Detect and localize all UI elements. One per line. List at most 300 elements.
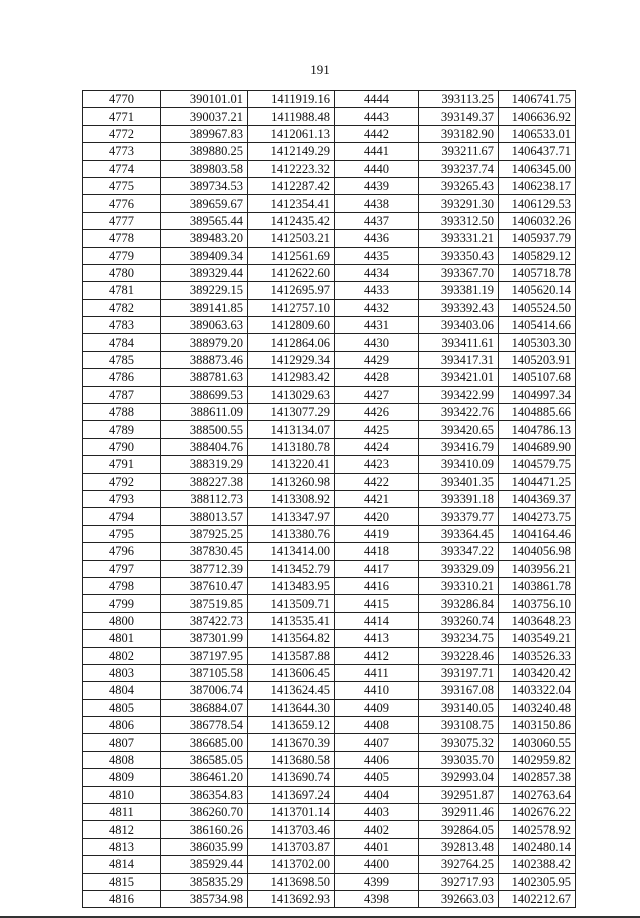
y-coordinate-left: 1413347.97 — [248, 508, 335, 525]
point-number-left: 4785 — [83, 351, 161, 368]
x-coordinate-left: 386354.83 — [161, 786, 248, 803]
point-number-left: 4799 — [83, 595, 161, 612]
point-number-right: 4431 — [335, 317, 419, 334]
y-coordinate-right: 1403060.55 — [499, 734, 576, 751]
x-coordinate-right: 393286.84 — [419, 595, 499, 612]
y-coordinate-right: 1404689.90 — [499, 438, 576, 455]
table-row — [83, 508, 576, 525]
point-number-right: 4440 — [335, 160, 419, 177]
point-number-right: 4424 — [335, 438, 419, 455]
x-coordinate-left: 388013.57 — [161, 508, 248, 525]
y-coordinate-right: 1404997.34 — [499, 386, 576, 403]
y-coordinate-right: 1404369.37 — [499, 490, 576, 507]
coordinates-table-body — [83, 91, 576, 908]
table-row — [83, 247, 576, 264]
y-coordinate-right: 1403956.21 — [499, 560, 576, 577]
point-number-left: 4800 — [83, 612, 161, 629]
y-coordinate-left: 1413703.46 — [248, 821, 335, 838]
point-number-right: 4409 — [335, 699, 419, 716]
y-coordinate-right: 1403549.21 — [499, 630, 576, 647]
point-number-left: 4779 — [83, 247, 161, 264]
point-number-left: 4783 — [83, 317, 161, 334]
table-row — [83, 473, 576, 490]
x-coordinate-left: 386160.26 — [161, 821, 248, 838]
point-number-right: 4418 — [335, 543, 419, 560]
point-number-left: 4786 — [83, 369, 161, 386]
x-coordinate-right: 393113.25 — [419, 91, 499, 108]
point-number-left: 4813 — [83, 838, 161, 855]
point-number-right: 4425 — [335, 421, 419, 438]
point-number-left: 4787 — [83, 386, 161, 403]
x-coordinate-left: 390101.01 — [161, 91, 248, 108]
point-number-left: 4812 — [83, 821, 161, 838]
x-coordinate-right: 393350.43 — [419, 247, 499, 264]
x-coordinate-right: 392813.48 — [419, 838, 499, 855]
x-coordinate-right: 392864.05 — [419, 821, 499, 838]
table-row — [83, 664, 576, 681]
point-number-left: 4774 — [83, 160, 161, 177]
point-number-right: 4408 — [335, 717, 419, 734]
table-row — [83, 543, 576, 560]
table-row — [83, 282, 576, 299]
y-coordinate-right: 1403150.86 — [499, 717, 576, 734]
x-coordinate-right: 393108.75 — [419, 717, 499, 734]
table-row — [83, 456, 576, 473]
point-number-left: 4781 — [83, 282, 161, 299]
table-row — [83, 647, 576, 664]
y-coordinate-left: 1413308.92 — [248, 490, 335, 507]
y-coordinate-right: 1405107.68 — [499, 369, 576, 386]
y-coordinate-left: 1413260.98 — [248, 473, 335, 490]
y-coordinate-left: 1411988.48 — [248, 108, 335, 125]
table-row — [83, 264, 576, 281]
x-coordinate-right: 393391.18 — [419, 490, 499, 507]
point-number-left: 4780 — [83, 264, 161, 281]
x-coordinate-left: 388112.73 — [161, 490, 248, 507]
point-number-left: 4798 — [83, 577, 161, 594]
x-coordinate-left: 389063.63 — [161, 317, 248, 334]
y-coordinate-left: 1413220.41 — [248, 456, 335, 473]
y-coordinate-right: 1403420.42 — [499, 664, 576, 681]
y-coordinate-left: 1413077.29 — [248, 404, 335, 421]
coordinates-table — [82, 90, 576, 908]
x-coordinate-right: 393367.70 — [419, 264, 499, 281]
table-row — [83, 890, 576, 907]
x-coordinate-left: 389141.85 — [161, 299, 248, 316]
y-coordinate-right: 1406533.01 — [499, 125, 576, 142]
x-coordinate-left: 389659.67 — [161, 195, 248, 212]
table-row — [83, 769, 576, 786]
y-coordinate-right: 1402480.14 — [499, 838, 576, 855]
x-coordinate-left: 388873.46 — [161, 351, 248, 368]
y-coordinate-right: 1406636.92 — [499, 108, 576, 125]
y-coordinate-right: 1404273.75 — [499, 508, 576, 525]
point-number-left: 4811 — [83, 804, 161, 821]
x-coordinate-left: 387610.47 — [161, 577, 248, 594]
x-coordinate-left: 389880.25 — [161, 143, 248, 160]
point-number-right: 4442 — [335, 125, 419, 142]
y-coordinate-right: 1402388.42 — [499, 856, 576, 873]
x-coordinate-left: 386585.05 — [161, 751, 248, 768]
y-coordinate-right: 1406238.17 — [499, 177, 576, 194]
y-coordinate-right: 1404056.98 — [499, 543, 576, 560]
point-number-right: 4441 — [335, 143, 419, 160]
y-coordinate-left: 1412435.42 — [248, 212, 335, 229]
y-coordinate-left: 1413564.82 — [248, 630, 335, 647]
y-coordinate-right: 1405829.12 — [499, 247, 576, 264]
y-coordinate-left: 1413670.39 — [248, 734, 335, 751]
point-number-left: 4777 — [83, 212, 161, 229]
y-coordinate-right: 1405524.50 — [499, 299, 576, 316]
table-row — [83, 351, 576, 368]
y-coordinate-right: 1403240.48 — [499, 699, 576, 716]
point-number-right: 4414 — [335, 612, 419, 629]
table-row — [83, 125, 576, 142]
x-coordinate-left: 387197.95 — [161, 647, 248, 664]
point-number-right: 4422 — [335, 473, 419, 490]
y-coordinate-right: 1406345.00 — [499, 160, 576, 177]
point-number-right: 4405 — [335, 769, 419, 786]
point-number-left: 4801 — [83, 630, 161, 647]
x-coordinate-left: 388319.29 — [161, 456, 248, 473]
x-coordinate-left: 389565.44 — [161, 212, 248, 229]
y-coordinate-right: 1404579.75 — [499, 456, 576, 473]
point-number-left: 4802 — [83, 647, 161, 664]
y-coordinate-right: 1404471.25 — [499, 473, 576, 490]
table-row — [83, 751, 576, 768]
x-coordinate-right: 393403.06 — [419, 317, 499, 334]
point-number-right: 4415 — [335, 595, 419, 612]
table-row — [83, 612, 576, 629]
x-coordinate-left: 385835.29 — [161, 873, 248, 890]
x-coordinate-right: 393329.09 — [419, 560, 499, 577]
x-coordinate-right: 392951.87 — [419, 786, 499, 803]
x-coordinate-right: 393237.74 — [419, 160, 499, 177]
point-number-left: 4816 — [83, 890, 161, 907]
x-coordinate-left: 389803.58 — [161, 160, 248, 177]
table-row — [83, 212, 576, 229]
point-number-left: 4784 — [83, 334, 161, 351]
y-coordinate-right: 1402578.92 — [499, 821, 576, 838]
x-coordinate-left: 386884.07 — [161, 699, 248, 716]
table-row — [83, 490, 576, 507]
y-coordinate-left: 1412503.21 — [248, 230, 335, 247]
table-row — [83, 630, 576, 647]
table-row — [83, 421, 576, 438]
point-number-right: 4399 — [335, 873, 419, 890]
point-number-right: 4406 — [335, 751, 419, 768]
x-coordinate-left: 389483.20 — [161, 230, 248, 247]
point-number-right: 4437 — [335, 212, 419, 229]
y-coordinate-right: 1406437.71 — [499, 143, 576, 160]
y-coordinate-right: 1403861.78 — [499, 577, 576, 594]
x-coordinate-right: 393420.65 — [419, 421, 499, 438]
y-coordinate-left: 1413702.00 — [248, 856, 335, 873]
point-number-right: 4416 — [335, 577, 419, 594]
y-coordinate-right: 1405718.78 — [499, 264, 576, 281]
x-coordinate-left: 385734.98 — [161, 890, 248, 907]
y-coordinate-left: 1413509.71 — [248, 595, 335, 612]
point-number-left: 4782 — [83, 299, 161, 316]
x-coordinate-right: 393312.50 — [419, 212, 499, 229]
x-coordinate-left: 389409.34 — [161, 247, 248, 264]
x-coordinate-right: 393167.08 — [419, 682, 499, 699]
x-coordinate-left: 386778.54 — [161, 717, 248, 734]
x-coordinate-right: 393075.32 — [419, 734, 499, 751]
point-number-left: 4771 — [83, 108, 161, 125]
y-coordinate-right: 1405303.30 — [499, 334, 576, 351]
page-number: 191 — [310, 62, 330, 77]
table-row — [83, 804, 576, 821]
x-coordinate-left: 389229.15 — [161, 282, 248, 299]
x-coordinate-left: 390037.21 — [161, 108, 248, 125]
point-number-right: 4411 — [335, 664, 419, 681]
x-coordinate-left: 386260.70 — [161, 804, 248, 821]
x-coordinate-right: 393411.61 — [419, 334, 499, 351]
y-coordinate-left: 1412149.29 — [248, 143, 335, 160]
x-coordinate-left: 388781.63 — [161, 369, 248, 386]
x-coordinate-right: 393140.05 — [419, 699, 499, 716]
y-coordinate-right: 1405203.91 — [499, 351, 576, 368]
point-number-right: 4413 — [335, 630, 419, 647]
point-number-left: 4793 — [83, 490, 161, 507]
y-coordinate-left: 1412561.69 — [248, 247, 335, 264]
point-number-left: 4804 — [83, 682, 161, 699]
x-coordinate-left: 388227.38 — [161, 473, 248, 490]
point-number-left: 4806 — [83, 717, 161, 734]
table-row — [83, 734, 576, 751]
y-coordinate-left: 1413624.45 — [248, 682, 335, 699]
y-coordinate-left: 1413380.76 — [248, 525, 335, 542]
x-coordinate-left: 388404.76 — [161, 438, 248, 455]
point-number-left: 4792 — [83, 473, 161, 490]
y-coordinate-right: 1404164.46 — [499, 525, 576, 542]
x-coordinate-right: 393331.21 — [419, 230, 499, 247]
x-coordinate-right: 393421.01 — [419, 369, 499, 386]
point-number-left: 4772 — [83, 125, 161, 142]
table-row — [83, 404, 576, 421]
point-number-left: 4810 — [83, 786, 161, 803]
x-coordinate-right: 393410.09 — [419, 456, 499, 473]
y-coordinate-right: 1406129.53 — [499, 195, 576, 212]
x-coordinate-left: 388699.53 — [161, 386, 248, 403]
point-number-left: 4789 — [83, 421, 161, 438]
point-number-left: 4809 — [83, 769, 161, 786]
x-coordinate-left: 385929.44 — [161, 856, 248, 873]
table-row — [83, 873, 576, 890]
x-coordinate-right: 393197.71 — [419, 664, 499, 681]
table-row — [83, 91, 576, 108]
x-coordinate-right: 393417.31 — [419, 351, 499, 368]
point-number-right: 4402 — [335, 821, 419, 838]
y-coordinate-right: 1403526.33 — [499, 647, 576, 664]
x-coordinate-right: 393381.19 — [419, 282, 499, 299]
table-row — [83, 438, 576, 455]
point-number-right: 4439 — [335, 177, 419, 194]
point-number-left: 4814 — [83, 856, 161, 873]
x-coordinate-right: 393234.75 — [419, 630, 499, 647]
x-coordinate-right: 393392.43 — [419, 299, 499, 316]
x-coordinate-right: 392911.46 — [419, 804, 499, 821]
point-number-left: 4776 — [83, 195, 161, 212]
y-coordinate-left: 1413690.74 — [248, 769, 335, 786]
x-coordinate-right: 393422.99 — [419, 386, 499, 403]
point-number-right: 4400 — [335, 856, 419, 873]
table-row — [83, 856, 576, 873]
point-number-right: 4410 — [335, 682, 419, 699]
y-coordinate-left: 1413698.50 — [248, 873, 335, 890]
x-coordinate-right: 393401.35 — [419, 473, 499, 490]
y-coordinate-left: 1413134.07 — [248, 421, 335, 438]
x-coordinate-right: 393149.37 — [419, 108, 499, 125]
point-number-right: 4398 — [335, 890, 419, 907]
x-coordinate-right: 393379.77 — [419, 508, 499, 525]
y-coordinate-left: 1413180.78 — [248, 438, 335, 455]
x-coordinate-right: 393265.43 — [419, 177, 499, 194]
y-coordinate-left: 1413703.87 — [248, 838, 335, 855]
x-coordinate-right: 393228.46 — [419, 647, 499, 664]
point-number-right: 4434 — [335, 264, 419, 281]
point-number-right: 4426 — [335, 404, 419, 421]
point-number-left: 4795 — [83, 525, 161, 542]
table-row — [83, 838, 576, 855]
table-row — [83, 386, 576, 403]
x-coordinate-left: 389967.83 — [161, 125, 248, 142]
x-coordinate-left: 387830.45 — [161, 543, 248, 560]
point-number-left: 4775 — [83, 177, 161, 194]
table-row — [83, 160, 576, 177]
y-coordinate-left: 1413701.14 — [248, 804, 335, 821]
point-number-right: 4407 — [335, 734, 419, 751]
table-row — [83, 717, 576, 734]
x-coordinate-left: 386685.00 — [161, 734, 248, 751]
point-number-right: 4428 — [335, 369, 419, 386]
point-number-left: 4815 — [83, 873, 161, 890]
point-number-left: 4773 — [83, 143, 161, 160]
x-coordinate-right: 393291.30 — [419, 195, 499, 212]
y-coordinate-right: 1405620.14 — [499, 282, 576, 299]
table-row — [83, 369, 576, 386]
y-coordinate-left: 1413692.93 — [248, 890, 335, 907]
y-coordinate-left: 1412809.60 — [248, 317, 335, 334]
y-coordinate-left: 1412983.42 — [248, 369, 335, 386]
point-number-right: 4436 — [335, 230, 419, 247]
y-coordinate-right: 1405937.79 — [499, 230, 576, 247]
x-coordinate-right: 392764.25 — [419, 856, 499, 873]
table-row — [83, 334, 576, 351]
x-coordinate-right: 392663.03 — [419, 890, 499, 907]
point-number-left: 4807 — [83, 734, 161, 751]
x-coordinate-left: 388500.55 — [161, 421, 248, 438]
x-coordinate-right: 393416.79 — [419, 438, 499, 455]
y-coordinate-left: 1411919.16 — [248, 91, 335, 108]
point-number-left: 4808 — [83, 751, 161, 768]
point-number-left: 4788 — [83, 404, 161, 421]
y-coordinate-left: 1413483.95 — [248, 577, 335, 594]
x-coordinate-right: 393182.90 — [419, 125, 499, 142]
y-coordinate-left: 1413680.58 — [248, 751, 335, 768]
x-coordinate-right: 393347.22 — [419, 543, 499, 560]
table-row — [83, 317, 576, 334]
x-coordinate-left: 386461.20 — [161, 769, 248, 786]
x-coordinate-left: 388611.09 — [161, 404, 248, 421]
table-row — [83, 525, 576, 542]
point-number-left: 4796 — [83, 543, 161, 560]
y-coordinate-right: 1402959.82 — [499, 751, 576, 768]
point-number-right: 4438 — [335, 195, 419, 212]
point-number-right: 4420 — [335, 508, 419, 525]
y-coordinate-left: 1413535.41 — [248, 612, 335, 629]
y-coordinate-left: 1412622.60 — [248, 264, 335, 281]
point-number-left: 4803 — [83, 664, 161, 681]
y-coordinate-left: 1413697.24 — [248, 786, 335, 803]
table-row — [83, 577, 576, 594]
y-coordinate-right: 1402763.64 — [499, 786, 576, 803]
point-number-right: 4432 — [335, 299, 419, 316]
y-coordinate-right: 1404885.66 — [499, 404, 576, 421]
x-coordinate-left: 389329.44 — [161, 264, 248, 281]
x-coordinate-right: 393211.67 — [419, 143, 499, 160]
x-coordinate-left: 388979.20 — [161, 334, 248, 351]
table-row — [83, 108, 576, 125]
y-coordinate-left: 1413659.12 — [248, 717, 335, 734]
point-number-right: 4430 — [335, 334, 419, 351]
y-coordinate-left: 1413606.45 — [248, 664, 335, 681]
y-coordinate-right: 1404786.13 — [499, 421, 576, 438]
point-number-right: 4444 — [335, 91, 419, 108]
point-number-right: 4435 — [335, 247, 419, 264]
x-coordinate-right: 392993.04 — [419, 769, 499, 786]
point-number-right: 4419 — [335, 525, 419, 542]
y-coordinate-left: 1412757.10 — [248, 299, 335, 316]
y-coordinate-left: 1412864.06 — [248, 334, 335, 351]
x-coordinate-left: 387006.74 — [161, 682, 248, 699]
y-coordinate-left: 1412061.13 — [248, 125, 335, 142]
x-coordinate-left: 387301.99 — [161, 630, 248, 647]
point-number-right: 4404 — [335, 786, 419, 803]
x-coordinate-left: 386035.99 — [161, 838, 248, 855]
y-coordinate-right: 1403756.10 — [499, 595, 576, 612]
table-row — [83, 699, 576, 716]
table-row — [83, 786, 576, 803]
x-coordinate-left: 387925.25 — [161, 525, 248, 542]
y-coordinate-left: 1412223.32 — [248, 160, 335, 177]
x-coordinate-right: 393422.76 — [419, 404, 499, 421]
table-row — [83, 682, 576, 699]
table-row — [83, 821, 576, 838]
y-coordinate-right: 1403648.23 — [499, 612, 576, 629]
table-row — [83, 230, 576, 247]
table-row — [83, 595, 576, 612]
y-coordinate-left: 1413414.00 — [248, 543, 335, 560]
x-coordinate-left: 387519.85 — [161, 595, 248, 612]
point-number-left: 4794 — [83, 508, 161, 525]
x-coordinate-left: 387422.73 — [161, 612, 248, 629]
point-number-right: 4429 — [335, 351, 419, 368]
table-row — [83, 195, 576, 212]
y-coordinate-left: 1412354.41 — [248, 195, 335, 212]
table-row — [83, 299, 576, 316]
y-coordinate-right: 1402212.67 — [499, 890, 576, 907]
y-coordinate-left: 1412929.34 — [248, 351, 335, 368]
x-coordinate-right: 392717.93 — [419, 873, 499, 890]
y-coordinate-right: 1402857.38 — [499, 769, 576, 786]
point-number-right: 4412 — [335, 647, 419, 664]
y-coordinate-left: 1412695.97 — [248, 282, 335, 299]
point-number-right: 4427 — [335, 386, 419, 403]
y-coordinate-left: 1412287.42 — [248, 177, 335, 194]
y-coordinate-right: 1402305.95 — [499, 873, 576, 890]
